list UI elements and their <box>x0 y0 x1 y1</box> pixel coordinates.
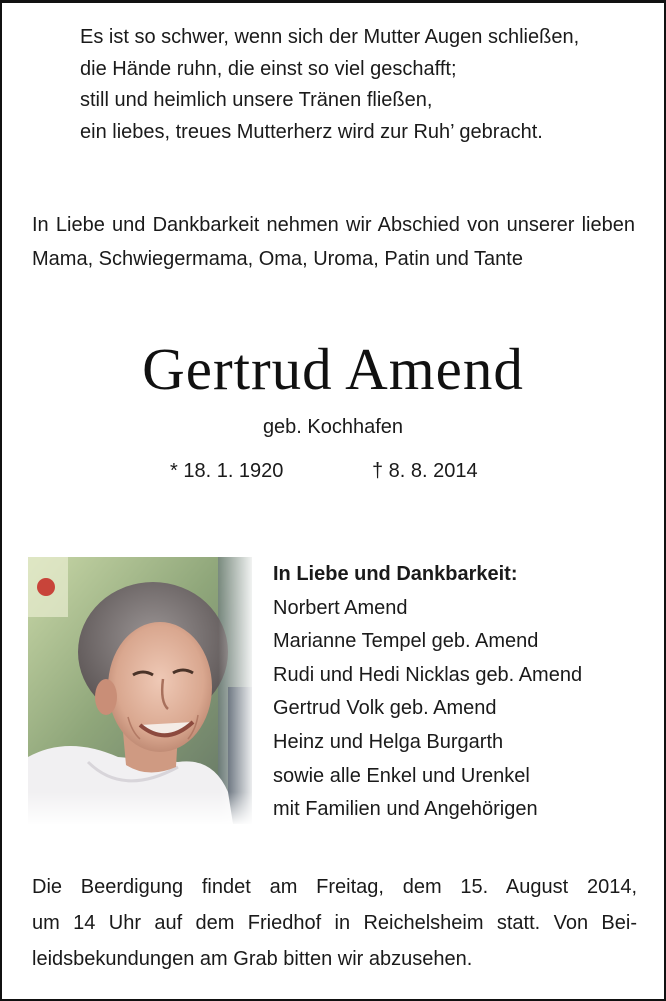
mourners-list <box>273 558 653 827</box>
maiden-name: geb. Kochhafen <box>262 416 404 438</box>
poem-line: Es ist so schwer, wenn sich der Mutter Augen schließen, <box>80 26 580 48</box>
birth-date: * 18. 1. 1920 <box>170 460 284 482</box>
mourner-name: sowie alle Enkel und Urenkel <box>273 764 530 787</box>
mourners-heading: In Liebe und Dankbarkeit: <box>273 563 518 585</box>
mourner-name: mit Familien und Angehörigen <box>273 798 538 821</box>
death-date: † 8. 8. 2014 <box>372 460 478 482</box>
memorial-poem <box>80 22 640 148</box>
mourner-name: Heinz und Helga Burgarth <box>273 730 504 753</box>
funeral-line: Die Beerdigung findet am Freitag, dem 15. August 2014, <box>32 876 637 898</box>
funeral-line: leidsbekundungen am Grab bitten wir abzusehen. <box>32 948 473 970</box>
mourner-name: Marianne Tempel geb. Amend <box>273 630 539 653</box>
poem-line: ein liebes, treues Mutterherz wird zur Ruh’ gebracht. <box>80 120 543 143</box>
poem-line: die Hände ruhn, die einst so viel geschafft; <box>80 57 457 80</box>
mourner-name: Norbert Amend <box>273 596 408 619</box>
intro-text: In Liebe und Dankbarkeit nehmen wir Abschied von unserer lieben Mama, Schwiegermama, Oma, Uroma, Patin und Tante <box>32 214 635 270</box>
mourner-name: Gertrud Volk geb. Amend <box>273 697 497 720</box>
portrait-photo <box>28 557 252 824</box>
funeral-info <box>32 869 637 977</box>
deceased-name: Gertrud Amend <box>142 336 524 402</box>
mourner-name: Rudi und Hedi Nicklas geb. Amend <box>273 663 583 686</box>
poem-line: still und heimlich unsere Tränen fließen, <box>80 89 433 111</box>
funeral-line: um 14 Uhr auf dem Friedhof in Reichelsheim statt. Von Bei- <box>32 912 637 934</box>
